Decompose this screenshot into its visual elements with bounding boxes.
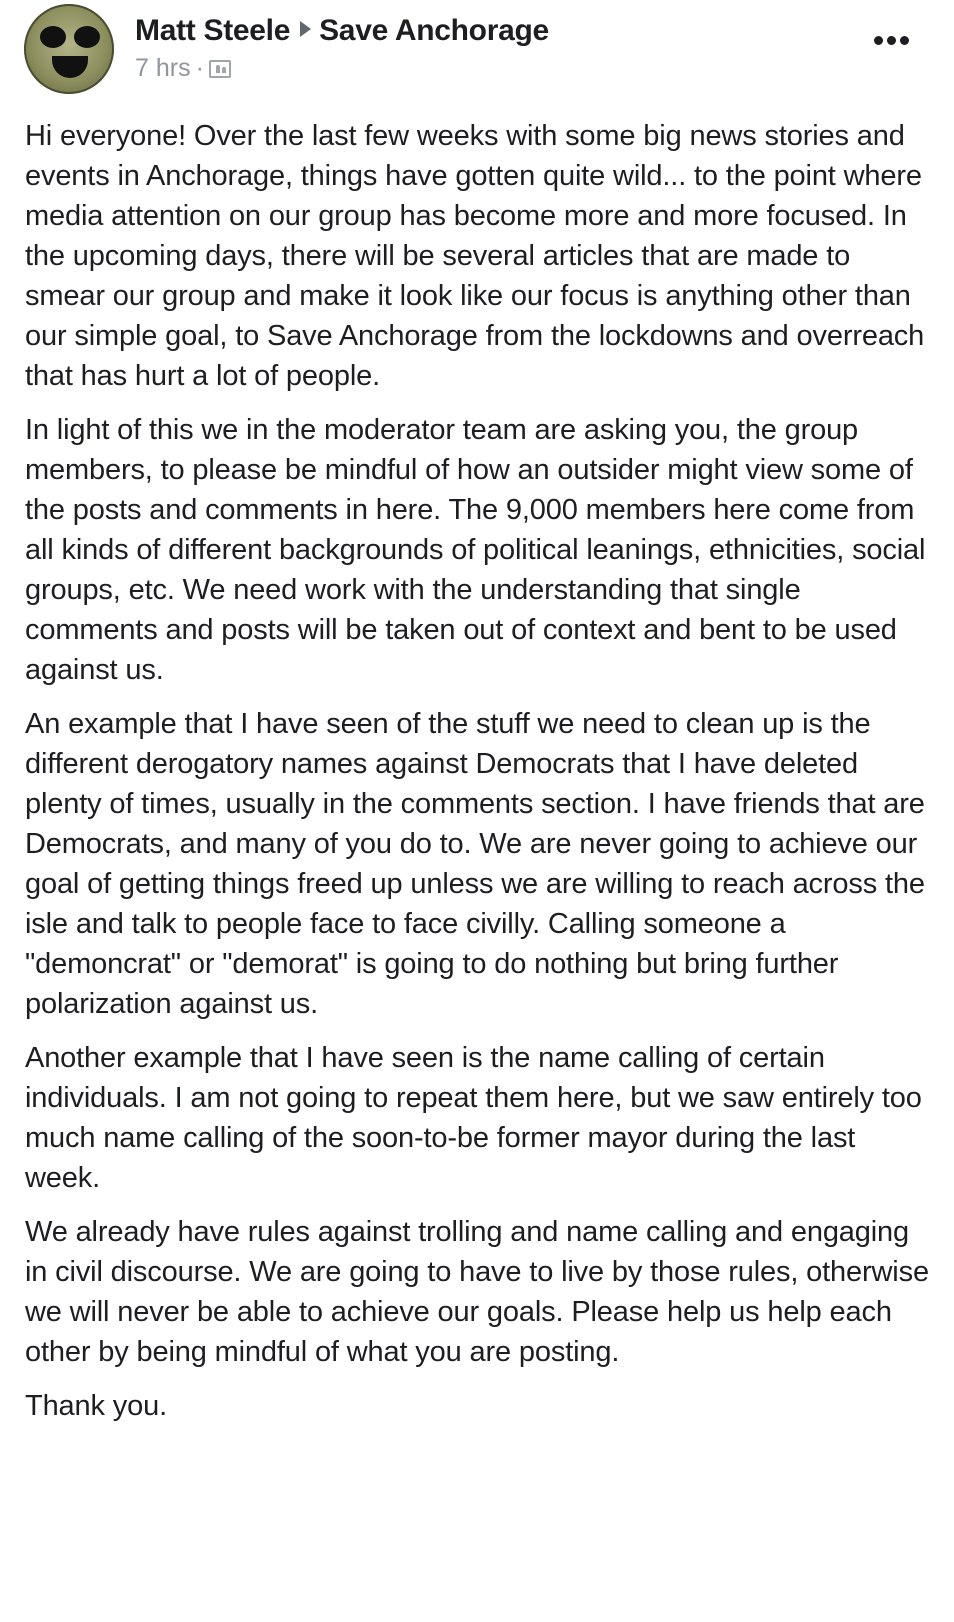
post-header [22,0,932,100]
post-paragraph: In light of this we in the moderator team are asking you, the group members, to please be mindful of how an outsider might view some of the posts and comments in here. The 9,000 members here come from all kinds of different backgrounds of political leanings, ethnicities, social groups, etc. We need work with the understanding that single comments and posts will be taken out of context and bent to be used against us. [25,414,926,686]
post-title-line [135,14,549,48]
author-avatar[interactable] [24,4,114,94]
group-name-link[interactable]: Save Anchorage [319,14,549,47]
ellipsis-icon [874,36,883,45]
avatar-eye-left [40,26,66,48]
avatar-eye-right [74,26,100,48]
post-paragraph: Hi everyone! Over the last few weeks with some big news stories and events in Anchorage, things have gotten quite wild... to the point where media attention on our group has become more and more focused. In the upcoming days, there will be several articles that are made to smear our group and make it look like our focus is anything other than our simple goal, to Save Anchorage from the lockdowns and overreach that has hurt a lot of people. [25,120,925,392]
post-paragraph: An example that I have seen of the stuff we need to clean up is the different derogatory names against Democrats that I have deleted plenty of times, usually in the comments section. I have friends that are Democrats, and many of you do to. We are never going to achieve our goal of getting things freed up unless we are willing to reach across the isle and talk to people face to face civilly. Calling someone a "demoncrat" or "demorat" is going to do nothing but bring further polarization against us. [25,708,925,1020]
ellipsis-icon [900,36,909,45]
group-members-icon [209,60,231,78]
post-meta [135,54,231,83]
meta-separator: · [195,54,204,82]
post-paragraph: Thank you. [25,1390,167,1422]
post-timestamp[interactable]: 7 hrs [135,54,191,82]
triangle-right-icon [300,21,311,37]
avatar-mouth [52,56,88,78]
ellipsis-icon [887,36,896,45]
author-name-link[interactable]: Matt Steele [135,14,291,47]
post-body [25,116,930,1440]
post-paragraph: Another example that I have seen is the name calling of certain individuals. I am not going to repeat them here, but we saw entirely too much name calling of the soon-to-be former mayor during the last week. [25,1042,922,1194]
post-paragraph: We already have rules against trolling and name calling and engaging in civil discourse. We are going to have to live by those rules, otherwise we will never be able to achieve our goals. Please help us help each other by being mindful of what you are posting. [25,1216,929,1368]
more-options-button[interactable] [870,30,914,50]
